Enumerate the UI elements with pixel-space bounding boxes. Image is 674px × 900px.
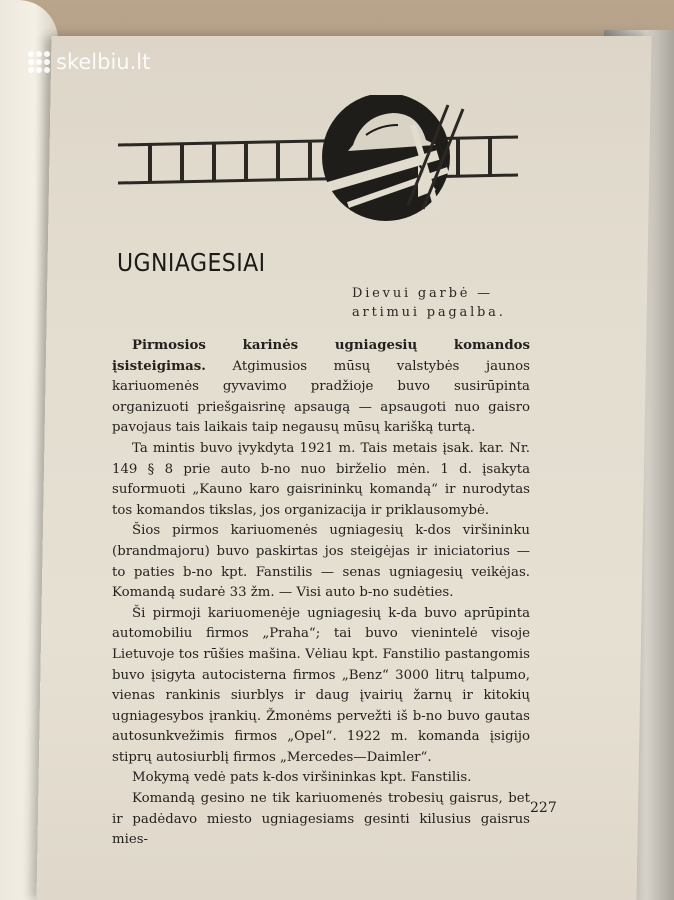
body-text [112, 336, 530, 851]
page-number: 227 [530, 800, 557, 816]
paragraph: Šios pirmos kariuomenės ugniagesių k-dos viršininku (brandmajoru) buvo paskirtas jos steigėjas ir iniciatorius — to paties b-no kpt. Fanstilis — senas ugniagesių veikėjas. Komandą sudarė 33 žm. — Visi auto b-no sudėties. [112, 523, 530, 601]
section-heading: Pirmosios karinės ugniagesių komandos įsisteigimas. [112, 338, 530, 374]
paragraph: Ši pirmoji kariuomenėje ugniagesių k-da buvo aprūpinta automobiliu firmos „Praha“; tai buvo vienintelė visoje Lietuvoje tos rūšies mašina. Vėliau kpt. Fanstilio pastangomis buvo įsigyta autocisterna firmos „Benz“ 3000 litrų talpumo, vienas rankinis siurblys ir daug įvairių žarnų ir kitokių ugniagesybos įrankių. Žmonėms pervežti iš b-no buvo gautas autosunkvežimis firmos „Opel“. 1922 m. komanda įsigijo stiprų autosiurblį firmos „Mercedes—Daimler“. [112, 605, 530, 765]
firefighter-emblem-icon [118, 95, 518, 225]
epigraph-line-1: Dievui garbė — [352, 286, 493, 301]
paragraph: Ta mintis buvo įvykdyta 1921 m. Tais metais įsak. kar. Nr. 149 § 8 prie auto b-no nuo birželio mėn. 1 d. įsakyta suformuoti „Kauno karo gaisrininkų komandą“ ir nurodytas tos komandos tikslas, jos organizacija ir priklausomybė. [112, 440, 530, 518]
epigraph [352, 284, 506, 322]
watermark-text: skelbiu.lt [56, 50, 151, 74]
watermark-logo [28, 50, 150, 74]
paragraph: Mokymą vedė pats k-dos viršininkas kpt. Fanstilis. [132, 770, 472, 786]
chapter-title: UGNIAGESIAI [117, 248, 266, 277]
paragraph-intro-text: Atgimusios mūsų valstybės jaunos kariuomenės gyvavimo pradžioje buvo susirūpinta organizuoti priešgaisrinę apsaugą — apsaugoti nuo gaisro pavojaus tais laikais taip negausų mūsų karišką turtą. [112, 358, 530, 436]
epigraph-line-2: artimui pagalba. [352, 305, 506, 320]
paragraph-intro [112, 336, 530, 439]
paragraph: Komandą gesino ne tik kariuomenės trobesių gaisrus, bet ir padėdavo miesto ugniagesiams gesinti kilusius gaisrus mies- [112, 791, 530, 848]
logo-dots-icon [28, 51, 50, 73]
